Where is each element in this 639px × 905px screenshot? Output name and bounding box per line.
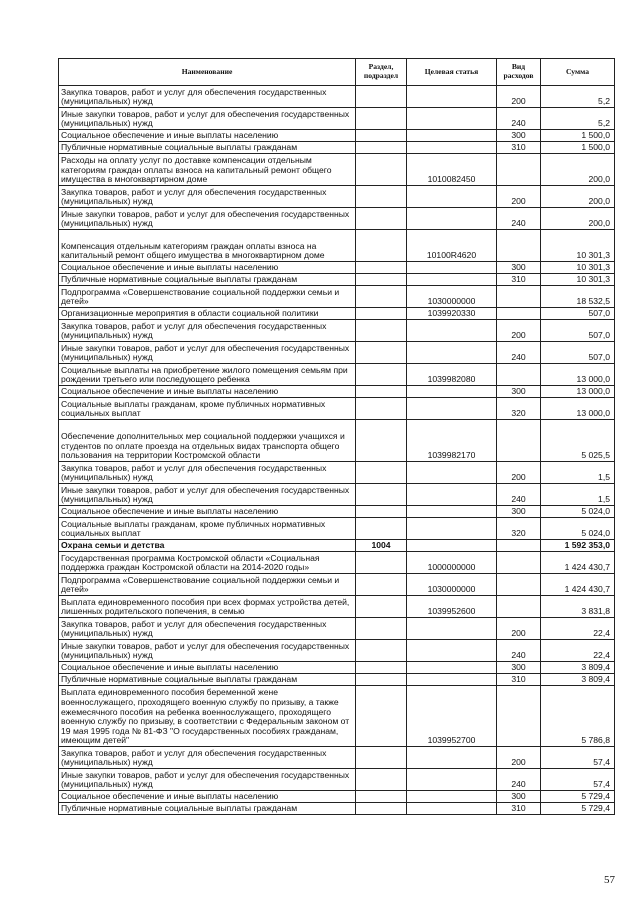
cell-type: 300 xyxy=(497,130,541,142)
table-row xyxy=(59,308,615,320)
cell-type: 320 xyxy=(497,518,541,540)
cell-sum: 10 301,3 xyxy=(541,230,615,262)
cell-section xyxy=(356,769,407,791)
cell-section xyxy=(356,484,407,506)
cell-sum: 1 500,0 xyxy=(541,142,615,154)
cell-section xyxy=(356,320,407,342)
cell-target xyxy=(407,186,497,208)
cell-name: Социальные выплаты гражданам, кроме публичных нормативных социальных выплат xyxy=(59,398,356,420)
cell-name: Компенсация отдельным категориям граждан оплаты взноса на капитальный ремонт общего имущества в многоквартирном доме xyxy=(59,230,356,262)
table-row xyxy=(59,342,615,364)
cell-sum: 3 809,4 xyxy=(541,662,615,674)
cell-section xyxy=(356,262,407,274)
cell-type: 310 xyxy=(497,142,541,154)
cell-name: Публичные нормативные социальные выплаты гражданам xyxy=(59,803,356,815)
cell-target: 10100R4620 xyxy=(407,230,497,262)
budget-table-page xyxy=(58,58,614,815)
cell-sum: 1 424 430,7 xyxy=(541,574,615,596)
cell-sum: 22,4 xyxy=(541,640,615,662)
cell-type: 300 xyxy=(497,506,541,518)
cell-name: Охрана семьи и детства xyxy=(59,540,356,552)
table-row xyxy=(59,364,615,386)
cell-sum: 5 729,4 xyxy=(541,791,615,803)
cell-target xyxy=(407,791,497,803)
header-sum: Сумма xyxy=(541,59,615,86)
cell-sum: 5 024,0 xyxy=(541,518,615,540)
cell-sum: 5 729,4 xyxy=(541,803,615,815)
table-header xyxy=(59,59,615,86)
cell-type xyxy=(497,364,541,386)
cell-target xyxy=(407,130,497,142)
table-row xyxy=(59,662,615,674)
cell-type: 200 xyxy=(497,186,541,208)
cell-target xyxy=(407,86,497,108)
cell-sum: 1 424 430,7 xyxy=(541,552,615,574)
cell-section xyxy=(356,186,407,208)
cell-section xyxy=(356,142,407,154)
table-row xyxy=(59,484,615,506)
cell-target xyxy=(407,618,497,640)
cell-name: Социальное обеспечение и иные выплаты населению xyxy=(59,262,356,274)
cell-sum: 18 532,5 xyxy=(541,286,615,308)
cell-type xyxy=(497,230,541,262)
cell-section xyxy=(356,208,407,230)
cell-name: Выплата единовременного пособия беременной жене военнослужащего, проходящего военную службу по призыву, а также ежемесячного пособия на ребенка военнослужащего, проходящего военную службу по призыву, в соответствии с Федеральным законом от 19 мая 1995 года № 81-ФЗ "О государственных пособиях гражданам, имеющим детей" xyxy=(59,686,356,747)
table-row xyxy=(59,686,615,747)
cell-sum: 507,0 xyxy=(541,342,615,364)
table-row xyxy=(59,518,615,540)
cell-target: 1039982170 xyxy=(407,420,497,462)
cell-sum: 10 301,3 xyxy=(541,262,615,274)
cell-target xyxy=(407,142,497,154)
cell-type: 240 xyxy=(497,484,541,506)
cell-target xyxy=(407,747,497,769)
cell-target: 1030000000 xyxy=(407,286,497,308)
cell-sum: 57,4 xyxy=(541,769,615,791)
table-row xyxy=(59,208,615,230)
cell-type: 200 xyxy=(497,618,541,640)
cell-target: 1030000000 xyxy=(407,574,497,596)
table-row xyxy=(59,230,615,262)
cell-target: 1039982080 xyxy=(407,364,497,386)
cell-name: Публичные нормативные социальные выплаты гражданам xyxy=(59,274,356,286)
table-row xyxy=(59,108,615,130)
cell-section xyxy=(356,342,407,364)
cell-type: 300 xyxy=(497,662,541,674)
page-number: 57 xyxy=(604,874,615,886)
table-row xyxy=(59,618,615,640)
cell-name: Подпрограмма «Совершенствование социальной поддержки семьи и детей» xyxy=(59,574,356,596)
table-body xyxy=(59,86,615,815)
cell-name: Обеспечение дополнительных мер социальной поддержки учащихся и студентов по оплате проезда на отдельных видах транспорта общего пользования на территории Костромской области xyxy=(59,420,356,462)
table-row xyxy=(59,674,615,686)
cell-type xyxy=(497,308,541,320)
table-row xyxy=(59,574,615,596)
header-target: Целевая статья xyxy=(407,59,497,86)
cell-target: 1000000000 xyxy=(407,552,497,574)
cell-type xyxy=(497,540,541,552)
cell-type: 320 xyxy=(497,398,541,420)
cell-section xyxy=(356,791,407,803)
cell-type: 300 xyxy=(497,262,541,274)
cell-target: 1039920330 xyxy=(407,308,497,320)
cell-name: Закупка товаров, работ и услуг для обеспечения государственных (муниципальных) нужд xyxy=(59,747,356,769)
cell-section xyxy=(356,308,407,320)
cell-type: 200 xyxy=(497,462,541,484)
cell-section xyxy=(356,506,407,518)
cell-sum: 5,2 xyxy=(541,108,615,130)
cell-section xyxy=(356,518,407,540)
header-name: Наименование xyxy=(59,59,356,86)
cell-section xyxy=(356,674,407,686)
table-row xyxy=(59,142,615,154)
cell-type xyxy=(497,596,541,618)
cell-type: 200 xyxy=(497,320,541,342)
cell-section xyxy=(356,230,407,262)
cell-sum: 13 000,0 xyxy=(541,364,615,386)
cell-type: 310 xyxy=(497,274,541,286)
cell-type: 310 xyxy=(497,803,541,815)
cell-name: Государственная программа Костромской области «Социальная поддержка граждан Костромской области на 2014-2020 годы» xyxy=(59,552,356,574)
cell-type xyxy=(497,552,541,574)
cell-section xyxy=(356,274,407,286)
cell-type: 200 xyxy=(497,747,541,769)
cell-type: 240 xyxy=(497,640,541,662)
cell-name: Иные закупки товаров, работ и услуг для обеспечения государственных (муниципальных) нужд xyxy=(59,108,356,130)
cell-section xyxy=(356,286,407,308)
table-row xyxy=(59,320,615,342)
cell-sum: 507,0 xyxy=(541,320,615,342)
cell-section xyxy=(356,386,407,398)
cell-sum: 5 786,8 xyxy=(541,686,615,747)
cell-target xyxy=(407,274,497,286)
cell-target xyxy=(407,208,497,230)
table-row xyxy=(59,420,615,462)
cell-section xyxy=(356,596,407,618)
cell-section xyxy=(356,552,407,574)
cell-sum: 200,0 xyxy=(541,154,615,186)
cell-target xyxy=(407,320,497,342)
header-section: Раздел, подраздел xyxy=(356,59,407,86)
cell-name: Закупка товаров, работ и услуг для обеспечения государственных (муниципальных) нужд xyxy=(59,462,356,484)
table-row xyxy=(59,540,615,552)
cell-section xyxy=(356,154,407,186)
table-row xyxy=(59,506,615,518)
cell-section xyxy=(356,108,407,130)
cell-section xyxy=(356,686,407,747)
cell-section xyxy=(356,662,407,674)
cell-target: 1039952700 xyxy=(407,686,497,747)
cell-name: Иные закупки товаров, работ и услуг для обеспечения государственных (муниципальных) нужд xyxy=(59,208,356,230)
cell-name: Социальное обеспечение и иные выплаты населению xyxy=(59,386,356,398)
table-row xyxy=(59,130,615,142)
table-row xyxy=(59,552,615,574)
cell-name: Закупка товаров, работ и услуг для обеспечения государственных (муниципальных) нужд xyxy=(59,618,356,640)
cell-type xyxy=(497,686,541,747)
cell-section xyxy=(356,640,407,662)
cell-section xyxy=(356,130,407,142)
table-row xyxy=(59,462,615,484)
cell-sum: 1 592 353,0 xyxy=(541,540,615,552)
cell-target xyxy=(407,662,497,674)
cell-section xyxy=(356,618,407,640)
cell-section xyxy=(356,747,407,769)
cell-name: Расходы на оплату услуг по доставке компенсации отдельным категориям граждан оплаты взноса на капитальный ремонт общего имущества в многоквартирном доме xyxy=(59,154,356,186)
cell-target xyxy=(407,462,497,484)
cell-type: 240 xyxy=(497,769,541,791)
cell-target xyxy=(407,518,497,540)
cell-target: 1039952600 xyxy=(407,596,497,618)
cell-name: Иные закупки товаров, работ и услуг для обеспечения государственных (муниципальных) нужд xyxy=(59,640,356,662)
cell-sum: 5 024,0 xyxy=(541,506,615,518)
cell-target xyxy=(407,398,497,420)
cell-name: Организационные мероприятия в области социальной политики xyxy=(59,308,356,320)
cell-name: Социальное обеспечение и иные выплаты населению xyxy=(59,130,356,142)
cell-section xyxy=(356,420,407,462)
cell-sum: 22,4 xyxy=(541,618,615,640)
cell-target xyxy=(407,262,497,274)
cell-sum: 10 301,3 xyxy=(541,274,615,286)
cell-target xyxy=(407,386,497,398)
cell-name: Социальные выплаты гражданам, кроме публичных нормативных социальных выплат xyxy=(59,518,356,540)
cell-target xyxy=(407,342,497,364)
table-row xyxy=(59,386,615,398)
cell-name: Социальные выплаты на приобретение жилого помещения семьям при рождении третьего или последующего ребенка xyxy=(59,364,356,386)
cell-type xyxy=(497,420,541,462)
cell-type: 300 xyxy=(497,386,541,398)
cell-target xyxy=(407,484,497,506)
cell-type xyxy=(497,574,541,596)
cell-type: 240 xyxy=(497,342,541,364)
cell-name: Социальное обеспечение и иные выплаты населению xyxy=(59,662,356,674)
cell-target xyxy=(407,540,497,552)
cell-type: 300 xyxy=(497,791,541,803)
cell-sum: 200,0 xyxy=(541,208,615,230)
cell-type: 240 xyxy=(497,108,541,130)
cell-target xyxy=(407,803,497,815)
cell-name: Публичные нормативные социальные выплаты гражданам xyxy=(59,674,356,686)
table-row xyxy=(59,791,615,803)
header-row xyxy=(59,59,615,86)
cell-sum: 507,0 xyxy=(541,308,615,320)
cell-sum: 200,0 xyxy=(541,186,615,208)
cell-sum: 1,5 xyxy=(541,484,615,506)
table-row xyxy=(59,262,615,274)
cell-sum: 3 809,4 xyxy=(541,674,615,686)
table-row xyxy=(59,640,615,662)
cell-type: 240 xyxy=(497,208,541,230)
cell-name: Социальное обеспечение и иные выплаты населению xyxy=(59,791,356,803)
table-row xyxy=(59,803,615,815)
cell-sum: 5,2 xyxy=(541,86,615,108)
cell-name: Иные закупки товаров, работ и услуг для обеспечения государственных (муниципальных) нужд xyxy=(59,484,356,506)
cell-sum: 13 000,0 xyxy=(541,386,615,398)
cell-section xyxy=(356,574,407,596)
cell-sum: 13 000,0 xyxy=(541,398,615,420)
cell-target xyxy=(407,506,497,518)
header-type: Вид расходов xyxy=(497,59,541,86)
cell-name: Выплата единовременного пособия при всех формах устройства детей, лишенных родительского попечения, в семью xyxy=(59,596,356,618)
cell-sum: 1 500,0 xyxy=(541,130,615,142)
cell-section xyxy=(356,86,407,108)
budget-table xyxy=(58,58,615,815)
cell-type: 200 xyxy=(497,86,541,108)
cell-type xyxy=(497,286,541,308)
cell-name: Иные закупки товаров, работ и услуг для обеспечения государственных (муниципальных) нужд xyxy=(59,769,356,791)
cell-name: Закупка товаров, работ и услуг для обеспечения государственных (муниципальных) нужд xyxy=(59,186,356,208)
table-row xyxy=(59,154,615,186)
cell-name: Публичные нормативные социальные выплаты гражданам xyxy=(59,142,356,154)
table-row xyxy=(59,274,615,286)
cell-sum: 1,5 xyxy=(541,462,615,484)
cell-type xyxy=(497,154,541,186)
table-row xyxy=(59,596,615,618)
table-row xyxy=(59,747,615,769)
cell-name: Социальное обеспечение и иные выплаты населению xyxy=(59,506,356,518)
cell-section xyxy=(356,803,407,815)
cell-section xyxy=(356,398,407,420)
cell-target xyxy=(407,769,497,791)
cell-section: 1004 xyxy=(356,540,407,552)
table-row xyxy=(59,769,615,791)
table-row xyxy=(59,398,615,420)
cell-name: Иные закупки товаров, работ и услуг для обеспечения государственных (муниципальных) нужд xyxy=(59,342,356,364)
cell-name: Закупка товаров, работ и услуг для обеспечения государственных (муниципальных) нужд xyxy=(59,320,356,342)
cell-section xyxy=(356,364,407,386)
cell-target xyxy=(407,640,497,662)
table-row xyxy=(59,286,615,308)
cell-name: Закупка товаров, работ и услуг для обеспечения государственных (муниципальных) нужд xyxy=(59,86,356,108)
table-row xyxy=(59,86,615,108)
cell-section xyxy=(356,462,407,484)
cell-type: 310 xyxy=(497,674,541,686)
cell-sum: 3 831,8 xyxy=(541,596,615,618)
cell-name: Подпрограмма «Совершенствование социальной поддержки семьи и детей» xyxy=(59,286,356,308)
cell-target xyxy=(407,674,497,686)
cell-sum: 57,4 xyxy=(541,747,615,769)
cell-target xyxy=(407,108,497,130)
cell-target: 1010082450 xyxy=(407,154,497,186)
table-row xyxy=(59,186,615,208)
cell-sum: 5 025,5 xyxy=(541,420,615,462)
